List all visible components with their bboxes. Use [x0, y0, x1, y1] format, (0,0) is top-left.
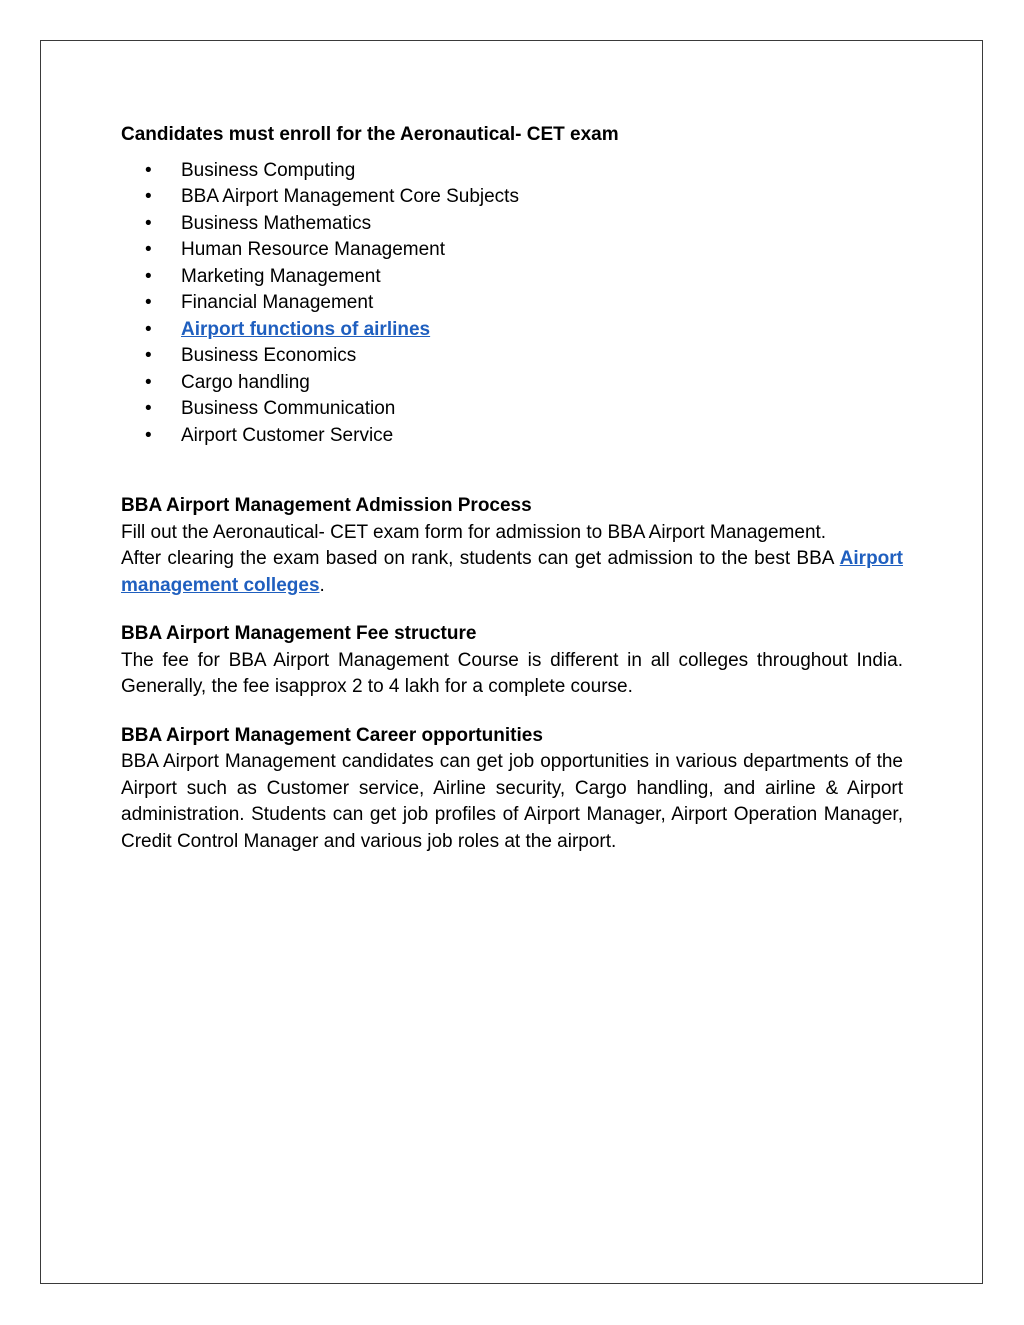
list-item-text: BBA Airport Management Core Subjects [181, 186, 519, 207]
career-text: BBA Airport Management candidates can get job opportunities in various departments of the Airport such as Customer service, Airline security, Cargo handling, and airline & Airport administration. Students can get job profiles of Airport Manager, Airport Operation Manager, Credit Control Manager and various job roles at the airport. [121, 751, 903, 852]
list-item [121, 184, 903, 211]
bullet-icon: • [145, 212, 152, 234]
career-heading: BBA Airport Management Career opportunities [121, 724, 543, 746]
list-item [121, 370, 903, 397]
list-item [121, 317, 903, 344]
bullet-icon: • [145, 239, 152, 260]
subjects-list [121, 158, 903, 450]
admission-line-2 [121, 546, 903, 599]
bullet-icon: • [145, 424, 152, 446]
admission-section [121, 493, 903, 599]
list-item-text: Financial Management [181, 292, 374, 313]
career-section [121, 723, 903, 856]
list-item-text: Business Communication [181, 398, 396, 419]
list-item-text: Cargo handling [181, 371, 310, 393]
bullet-icon: • [145, 292, 152, 313]
list-item-text: Human Resource Management [181, 239, 446, 260]
list-item [121, 264, 903, 291]
bullet-icon: • [145, 398, 152, 419]
list-item [121, 290, 903, 317]
bullet-icon: • [145, 159, 152, 181]
list-item-text: Airport Customer Service [181, 424, 394, 446]
enroll-heading: Candidates must enroll for the Aeronautical- CET exam [121, 124, 619, 145]
bullet-icon: • [145, 265, 152, 287]
document-content [121, 122, 903, 855]
list-item [121, 343, 903, 370]
airport-colleges-link[interactable]: Airport management colleges [121, 548, 903, 596]
list-item [121, 423, 903, 450]
admission-line-2-text: After clearing the exam based on rank, students can get admission to the best BBA [121, 548, 840, 569]
list-item [121, 237, 903, 264]
list-item-text: Business Computing [181, 159, 356, 181]
list-item-text: Marketing Management [181, 265, 381, 287]
fee-section [121, 621, 903, 701]
fee-text: The fee for BBA Airport Management Course is different in all colleges throughout India. Generally, the fee isapprox 2 to 4 lakh for a complete course. [121, 649, 903, 697]
fee-heading: BBA Airport Management Fee structure [121, 623, 477, 644]
bullet-icon: • [145, 318, 152, 340]
airport-functions-link[interactable]: Airport functions of airlines [181, 318, 431, 340]
bullet-icon: • [145, 345, 152, 366]
bullet-icon: • [145, 186, 152, 207]
admission-line-2-end: . [319, 574, 325, 596]
admission-heading: BBA Airport Management Admission Process [121, 495, 532, 516]
list-item [121, 211, 903, 238]
list-item-text: Business Mathematics [181, 212, 372, 234]
list-item-text: Business Economics [181, 345, 357, 366]
list-item [121, 396, 903, 423]
admission-line-1: Fill out the Aeronautical- CET exam form for admission to BBA Airport Management. [121, 521, 827, 543]
bullet-icon: • [145, 371, 152, 393]
list-item [121, 158, 903, 185]
